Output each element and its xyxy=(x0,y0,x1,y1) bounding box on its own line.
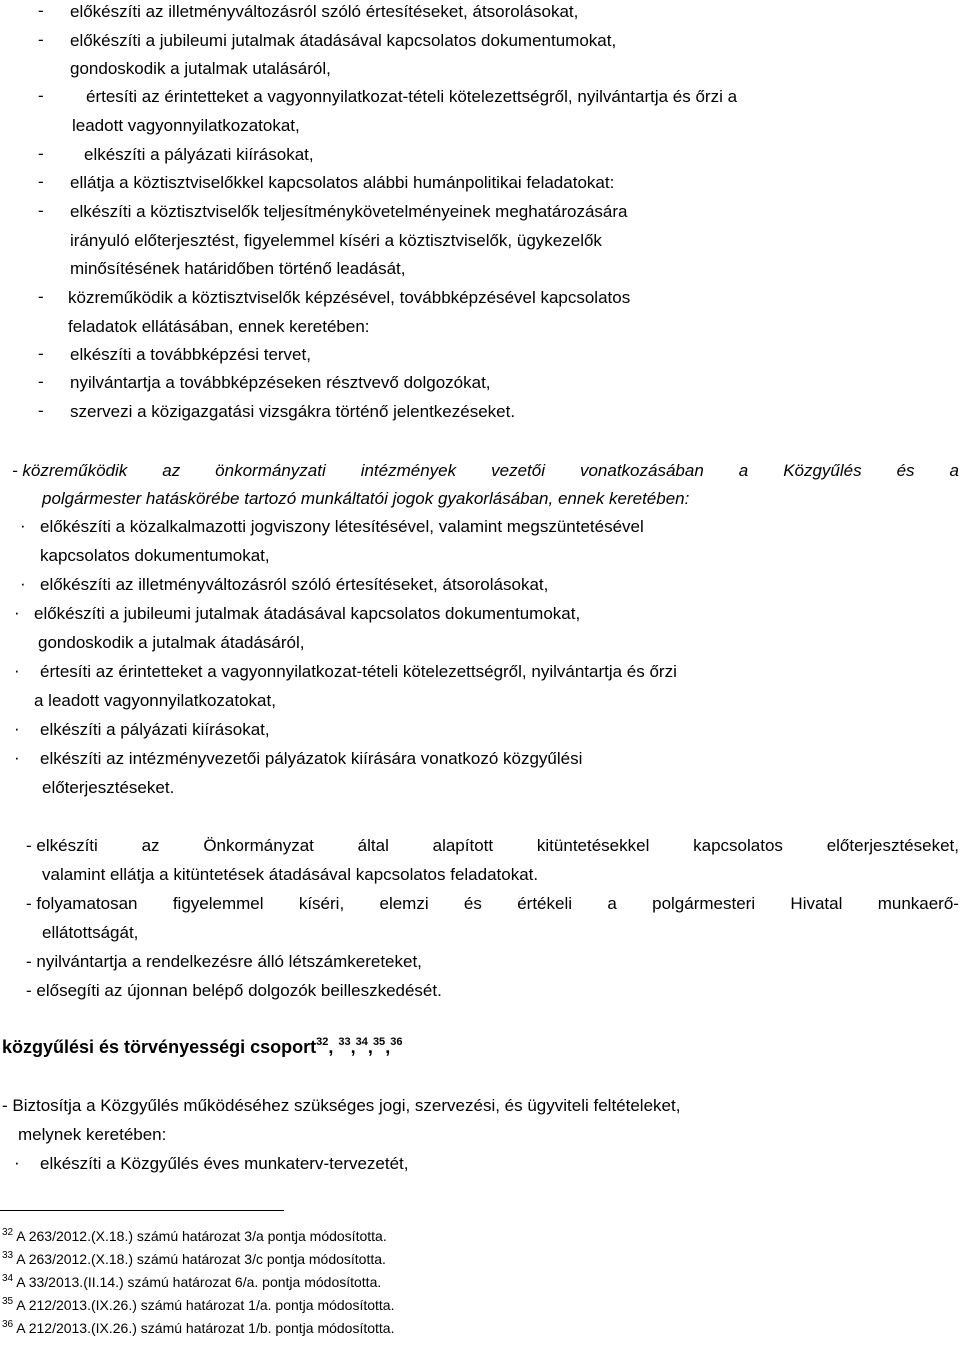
intro-word: a xyxy=(949,461,959,480)
staffing-line xyxy=(26,893,959,915)
list-dash: - xyxy=(38,344,44,363)
bullet-dot: · xyxy=(14,661,20,680)
list-dash: - xyxy=(38,287,44,306)
heading-separator: , xyxy=(385,1037,391,1057)
list-dash: - xyxy=(38,1,44,20)
list-item-continuation: irányuló előterjesztést, figyelemmel kíséri a köztisztviselők, ügykezelők xyxy=(70,231,602,250)
staffing-word: értékeli xyxy=(517,894,573,913)
staffing-word: - folyamatosan xyxy=(26,894,138,913)
assembly-intro: - Biztosítja a Közgyűlés működéséhez szükséges jogi, szervezési, és ügyviteli feltételeket, xyxy=(2,1096,681,1115)
assembly-intro-continuation: melynek keretében: xyxy=(18,1125,167,1144)
bullet-dot: · xyxy=(14,1153,20,1172)
footnote-text: A 212/2013.(IX.26.) számú határozat 1/a. pontja módosította. xyxy=(16,1297,395,1313)
awards-word: előterjesztéseket, xyxy=(826,836,959,855)
footnote-ref: 34 xyxy=(355,1036,368,1048)
intro-word: vonatkozásában xyxy=(579,461,704,480)
bullet-dot: · xyxy=(14,603,20,622)
list-item: ellátja a köztisztviselőkkel kapcsolatos alábbi humánpolitikai feladatokat: xyxy=(70,173,615,192)
heading-separator: , xyxy=(350,1037,356,1057)
intro-word: Közgyűlés xyxy=(783,461,862,480)
intro-word: a xyxy=(738,461,749,480)
intro-word: intézmények xyxy=(360,461,457,480)
intro-word: - közreműködik xyxy=(12,461,128,480)
bullet-dot: · xyxy=(20,574,26,593)
staffing-word: Hivatal xyxy=(790,894,843,913)
footnote xyxy=(2,1225,387,1247)
footnote-ref: 36 xyxy=(390,1036,403,1048)
bullet-item: elkészíti az intézményvezetői pályázatok kiírására vonatkozó közgyűlési xyxy=(40,749,583,768)
footnote-text: A 263/2012.(X.18.) számú határozat 3/c pontja módosította. xyxy=(16,1251,386,1267)
staffing-word: elemzi xyxy=(379,894,429,913)
intro-word: vezetői xyxy=(491,461,545,480)
list-item-continuation: leadott vagyonnyilatkozatokat, xyxy=(72,116,300,135)
bullet-item: értesíti az érintetteket a vagyonnyilatkozat-tételi kötelezettségről, nyilvántartja és őrzi xyxy=(40,662,677,681)
staffing-word: és xyxy=(463,894,482,913)
staffing-word: polgármesteri xyxy=(652,894,756,913)
list-item-continuation: gondoskodik a jutalmak utalásáról, xyxy=(70,59,331,78)
bullet-dot: · xyxy=(20,516,26,535)
heading-separator: , xyxy=(367,1037,373,1057)
footnote-number: 35 xyxy=(2,1296,14,1307)
bullet-item-continuation: előterjesztéseket. xyxy=(42,778,175,797)
heading-text: közgyűlési és törvényességi csoport xyxy=(2,1037,317,1057)
bullet-item: előkészíti a közalkalmazotti jogviszony létesítésével, valamint megszüntetésével xyxy=(40,517,644,536)
awards-word: által xyxy=(357,836,389,855)
section-intro xyxy=(12,460,959,482)
section-intro-continuation: polgármester hatáskörébe tartozó munkáltatói jogok gyakorlásában, ennek keretében: xyxy=(42,489,690,508)
footnote xyxy=(2,1317,394,1339)
list-dash: - xyxy=(38,30,44,49)
list-item: nyilvántartja a továbbképzéseken résztvevő dolgozókat, xyxy=(70,373,491,392)
list-item: előkészíti a jubileumi jutalmak átadásával kapcsolatos dokumentumokat, xyxy=(70,31,617,50)
footnote xyxy=(2,1271,381,1293)
awards-line-continuation: valamint ellátja a kitüntetések átadásával kapcsolatos feladatokat. xyxy=(42,865,539,884)
footnote-number: 34 xyxy=(2,1273,14,1284)
intro-word: az xyxy=(162,461,181,480)
list-item-continuation: minősítésének határidőben történő leadását, xyxy=(70,259,406,278)
awards-word: alapított xyxy=(432,836,494,855)
footnote-ref: 35 xyxy=(372,1036,386,1048)
list-item: - elősegíti az újonnan belépő dolgozók beilleszkedését. xyxy=(26,981,442,1000)
awards-line xyxy=(26,835,959,857)
list-dash: - xyxy=(38,372,44,391)
list-dash: - xyxy=(38,86,44,105)
list-item: - nyilvántartja a rendelkezésre álló létszámkereteket, xyxy=(26,952,422,971)
list-dash: - xyxy=(38,172,44,191)
bullet-dot: · xyxy=(14,748,20,767)
bullet-item: elkészíti a Közgyűlés éves munkaterv-tervezetét, xyxy=(40,1154,409,1173)
footnote xyxy=(2,1248,386,1270)
list-item: közreműködik a köztisztviselők képzésével, továbbképzésével kapcsolatos xyxy=(68,288,631,307)
footnote-text: A 33/2013.(II.14.) számú határozat 6/a. pontja módosította. xyxy=(16,1274,382,1290)
intro-word: és xyxy=(896,461,915,480)
list-item: elkészíti a köztisztviselők teljesítménykövetelményeinek meghatározására xyxy=(70,202,628,221)
list-item: szervezi a közigazgatási vizsgákra történő jelentkezéseket. xyxy=(70,402,516,421)
footnote-separator xyxy=(0,1210,284,1211)
awards-word: kitüntetésekkel xyxy=(536,836,650,855)
footnote xyxy=(2,1294,394,1316)
heading-separator: , xyxy=(328,1037,334,1057)
section-heading xyxy=(2,1036,402,1058)
staffing-word: kíséri, xyxy=(298,894,345,913)
bullet-item-continuation: gondoskodik a jutalmak átadásáról, xyxy=(38,633,305,652)
footnote-text: A 212/2013.(IX.26.) számú határozat 1/b. pontja módosította. xyxy=(16,1320,395,1336)
list-item: elkészíti a pályázati kiírásokat, xyxy=(84,145,314,164)
list-item: előkészíti az illetményváltozásról szóló értesítéseket, átsorolásokat, xyxy=(70,2,579,21)
list-dash: - xyxy=(38,201,44,220)
awards-word: kapcsolatos xyxy=(693,836,783,855)
bullet-item: előkészíti az illetményváltozásról szóló értesítéseket, átsorolásokat, xyxy=(40,575,549,594)
awards-word: - elkészíti xyxy=(26,836,98,855)
bullet-item: elkészíti a pályázati kiírásokat, xyxy=(40,720,270,739)
list-item: értesíti az érintetteket a vagyonnyilatkozat-tételi kötelezettségről, nyilvántartja és őrzi a xyxy=(86,87,738,106)
bullet-item: előkészíti a jubileumi jutalmak átadásával kapcsolatos dokumentumokat, xyxy=(34,604,581,623)
footnote-number: 32 xyxy=(2,1227,14,1238)
staffing-line-continuation: ellátottságát, xyxy=(42,923,139,942)
intro-word: önkormányzati xyxy=(215,461,326,480)
bullet-dot: · xyxy=(14,719,20,738)
staffing-word: a xyxy=(607,894,617,913)
footnote-number: 36 xyxy=(2,1319,14,1330)
staffing-word: figyelemmel xyxy=(172,894,264,913)
bullet-item-continuation: a leadott vagyonnyilatkozatokat, xyxy=(34,691,276,710)
list-item-continuation: feladatok ellátásában, ennek keretében: xyxy=(68,317,370,336)
staffing-word: munkaerő- xyxy=(877,894,959,913)
awards-word: az xyxy=(141,836,160,855)
footnote-text: A 263/2012.(X.18.) számú határozat 3/a pontja módosította. xyxy=(16,1228,387,1244)
list-dash: - xyxy=(38,401,44,420)
footnote-ref: 33 xyxy=(338,1036,351,1048)
footnote-ref: 32 xyxy=(316,1036,329,1048)
bullet-item-continuation: kapcsolatos dokumentumokat, xyxy=(40,546,270,565)
awards-word: Önkormányzat xyxy=(203,836,314,855)
list-dash: - xyxy=(38,144,44,163)
footnote-number: 33 xyxy=(2,1250,14,1261)
list-item: elkészíti a továbbképzési tervet, xyxy=(70,345,311,364)
